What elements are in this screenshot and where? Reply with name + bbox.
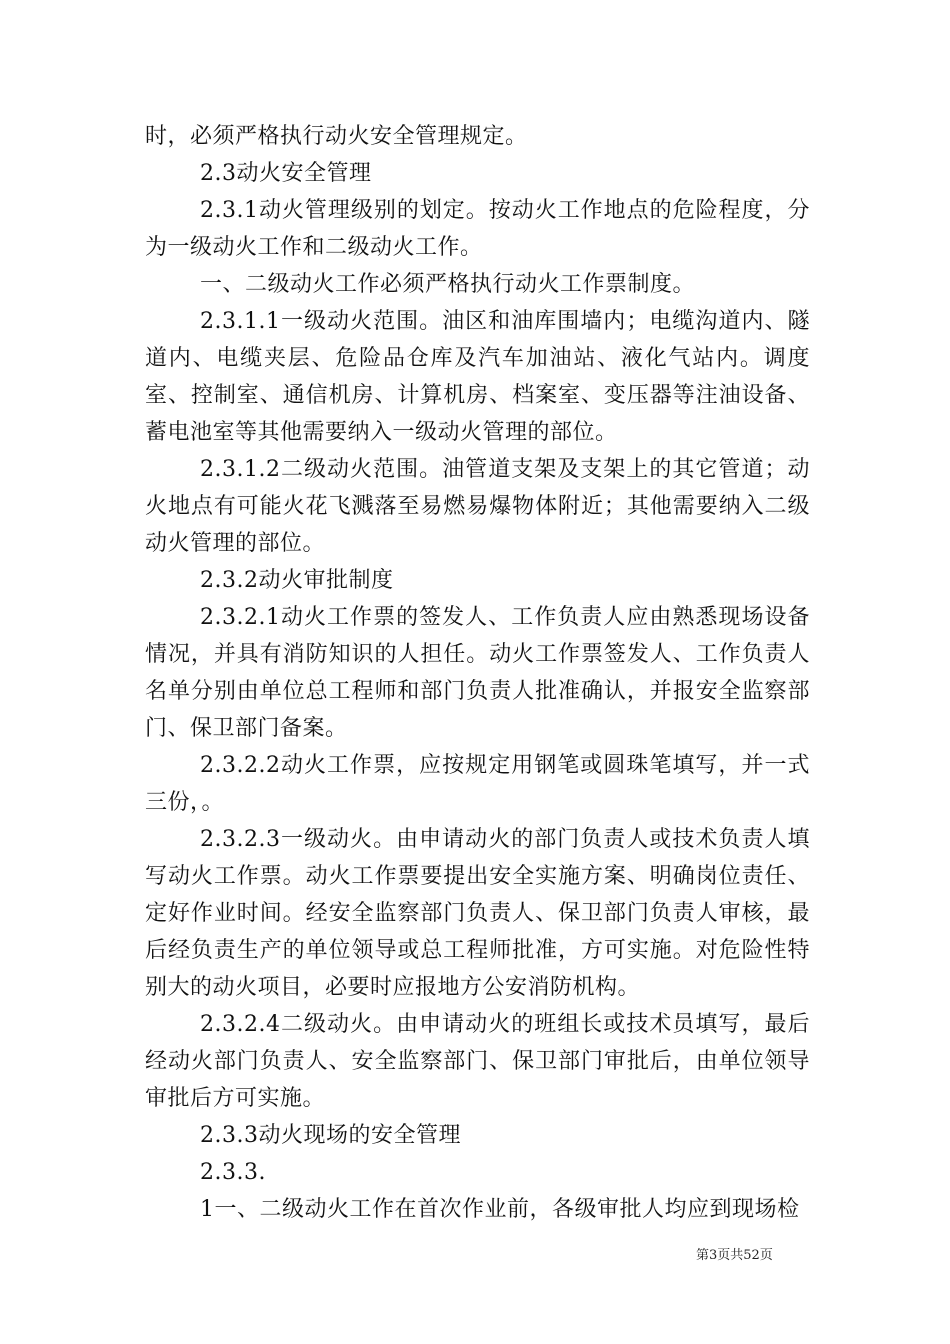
paragraph-2-3-3-1: 1一、二级动火工作在首次作业前，各级审批人均应到现场检 <box>200 1197 800 1222</box>
paragraph-2-3-1-2: 2.3.1.2二级动火范围。油管道支架及支架上的其它管道；动火地点有可能火花飞溅落至易燃易爆物体附近；其他需要纳入二级动火管理的部位。 <box>145 457 810 556</box>
paragraph-2-3-2-4: 2.3.2.4二级动火。由申请动火的班组长或技术员填写，最后经动火部门负责人、安全监察部门、保卫部门审批后，由单位领导审批后方可实施。 <box>145 1012 810 1111</box>
paragraph-work-permit-rule: 一、二级动火工作必须严格执行动火工作票制度。 <box>200 272 696 297</box>
section-heading-2-3-3: 2.3.3动火现场的安全管理 <box>200 1123 461 1148</box>
paragraph-2-3-2-3: 2.3.2.3一级动火。由申请动火的部门负责人或技术负责人填写动火工作票。动火工作票要提出安全实施方案、明确岗位责任、定好作业时间。经安全监察部门负责人、保卫部门负责人审核，最后经负责生产的单位领导或总工程师批准，方可实施。对危险性特别大的动火项目，必要时应报地方公安消防机构。 <box>145 827 810 1000</box>
paragraph-2-3-2-2: 2.3.2.2动火工作票，应按规定用钢笔或圆珠笔填写，并一式三份，。 <box>145 753 810 815</box>
paragraph-2-3-1: 2.3.1动火管理级别的划定。按动火工作地点的危险程度，分为一级动火工作和二级动火工作。 <box>145 198 810 260</box>
section-heading-2-3-2: 2.3.2动火审批制度 <box>200 568 394 593</box>
paragraph-2-3-1-1: 2.3.1.1一级动火范围。油区和油库围墙内；电缆沟道内、隧道内、电缆夹层、危险品仓库及汽车加油站、液化气站内。调度室、控制室、通信机房、计算机房、档案室、变压器等注油设备、蓄电池室等其他需要纳入一级动火管理的部位。 <box>145 309 810 445</box>
paragraph-continuation: 时，必须严格执行动火安全管理规定。 <box>145 124 528 149</box>
section-heading-2-3: 2.3动火安全管理 <box>200 161 372 186</box>
paragraph-2-3-2-1: 2.3.2.1动火工作票的签发人、工作负责人应由熟悉现场设备情况，并具有消防知识的人担任。动火工作票签发人、工作负责人名单分别由单位总工程师和部门负责人批准确认，并报安全监察部门、保卫部门备案。 <box>145 605 810 741</box>
document-body <box>145 118 810 1228</box>
page-number-footer: 第3页共52页 <box>696 1248 773 1263</box>
paragraph-2-3-3: 2.3.3. <box>200 1160 266 1185</box>
